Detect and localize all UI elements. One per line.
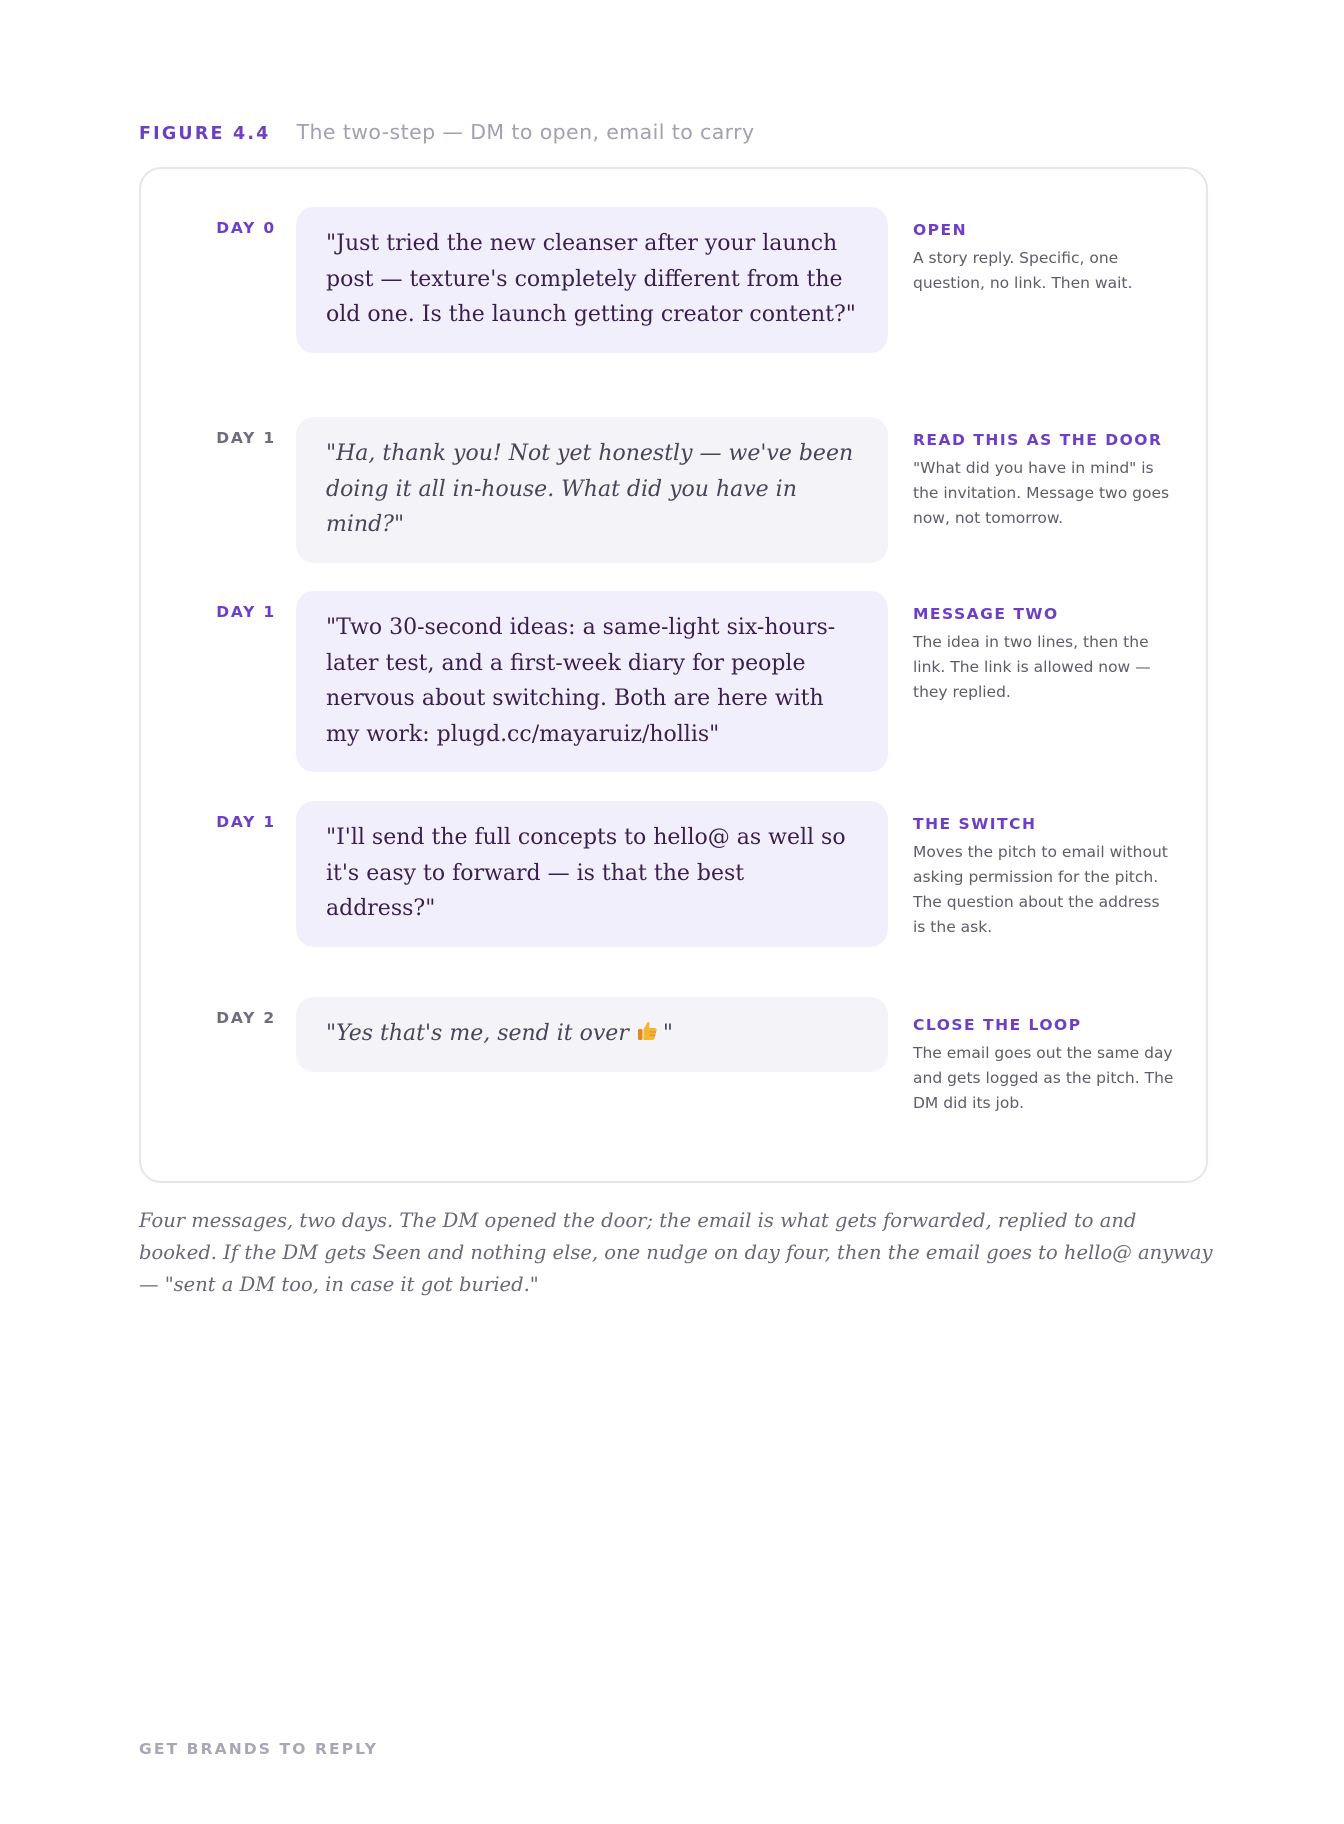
figure-caption: Four messages, two days. The DM opened the door; the email is what gets forwarded, replied to and booked. If the DM gets Seen and nothing else, one nudge on day four, then the email goes to hello@ anyway — "sent a DM too, in case it got buried.": [139, 1209, 1213, 1296]
day-label: DAY 1: [216, 603, 276, 621]
annotation: [913, 221, 1175, 296]
annotation-body: The email goes out the same day and gets logged as the pitch. The DM did its job.: [913, 1044, 1174, 1112]
message-text: [326, 1016, 860, 1052]
message-text: "Just tried the new cleanser after your launch post — texture's completely different from the old one. Is the launch getting creator content?": [326, 231, 856, 327]
annotation-body: A story reply. Specific, one question, no link. Then wait.: [913, 249, 1133, 292]
figure-label: FIGURE 4.4: [139, 124, 271, 144]
thumbs-up-icon: [635, 1019, 659, 1043]
annotation-body: The idea in two lines, then the link. The link is allowed now — they replied.: [913, 633, 1151, 701]
annotation: [913, 431, 1175, 531]
annotation-title: CLOSE THE LOOP: [913, 1016, 1082, 1034]
message-text-start: "Yes that's me, send it over: [326, 1021, 629, 1046]
annotation-title: MESSAGE TWO: [913, 605, 1059, 623]
day-label: DAY 1: [216, 813, 276, 831]
day-label: DAY 0: [216, 219, 276, 237]
message-text: "I'll send the full concepts to hello@ as well so it's easy to forward — is that the best address?": [326, 825, 846, 921]
day-label: DAY 1: [216, 429, 276, 447]
annotation: [913, 1016, 1175, 1116]
figure-title: The two-step — DM to open, email to carry: [296, 120, 755, 144]
outgoing-message-bubble: [296, 207, 888, 353]
annotation-title: READ THIS AS THE DOOR: [913, 431, 1163, 449]
conversation-panel: [139, 167, 1208, 1183]
outgoing-message-bubble: [296, 591, 888, 772]
figure-header: [139, 120, 755, 144]
message-text-end: ": [662, 1021, 673, 1046]
annotation-body: "What did you have in mind" is the invitation. Message two goes now, not tomorrow.: [913, 459, 1170, 527]
message-text: "Two 30-second ideas: a same-light six-hours-later test, and a first-week diary for people nervous about switching. Both are here with my work: plugd.cc/mayaruiz/hollis": [326, 615, 836, 747]
annotation-title: THE SWITCH: [913, 815, 1037, 833]
annotation: [913, 815, 1175, 940]
annotation-title: OPEN: [913, 221, 968, 239]
running-footer: GET BRANDS TO REPLY: [139, 1740, 379, 1758]
annotation: [913, 605, 1175, 705]
incoming-message-bubble: [296, 997, 888, 1072]
incoming-message-bubble: [296, 417, 888, 563]
day-label: DAY 2: [216, 1009, 276, 1027]
message-text: "Ha, thank you! Not yet honestly — we've been doing it all in-house. What did you have in mind?": [326, 441, 854, 537]
outgoing-message-bubble: [296, 801, 888, 947]
annotation-body: Moves the pitch to email without asking permission for the pitch. The question about the address is the ask.: [913, 843, 1168, 936]
